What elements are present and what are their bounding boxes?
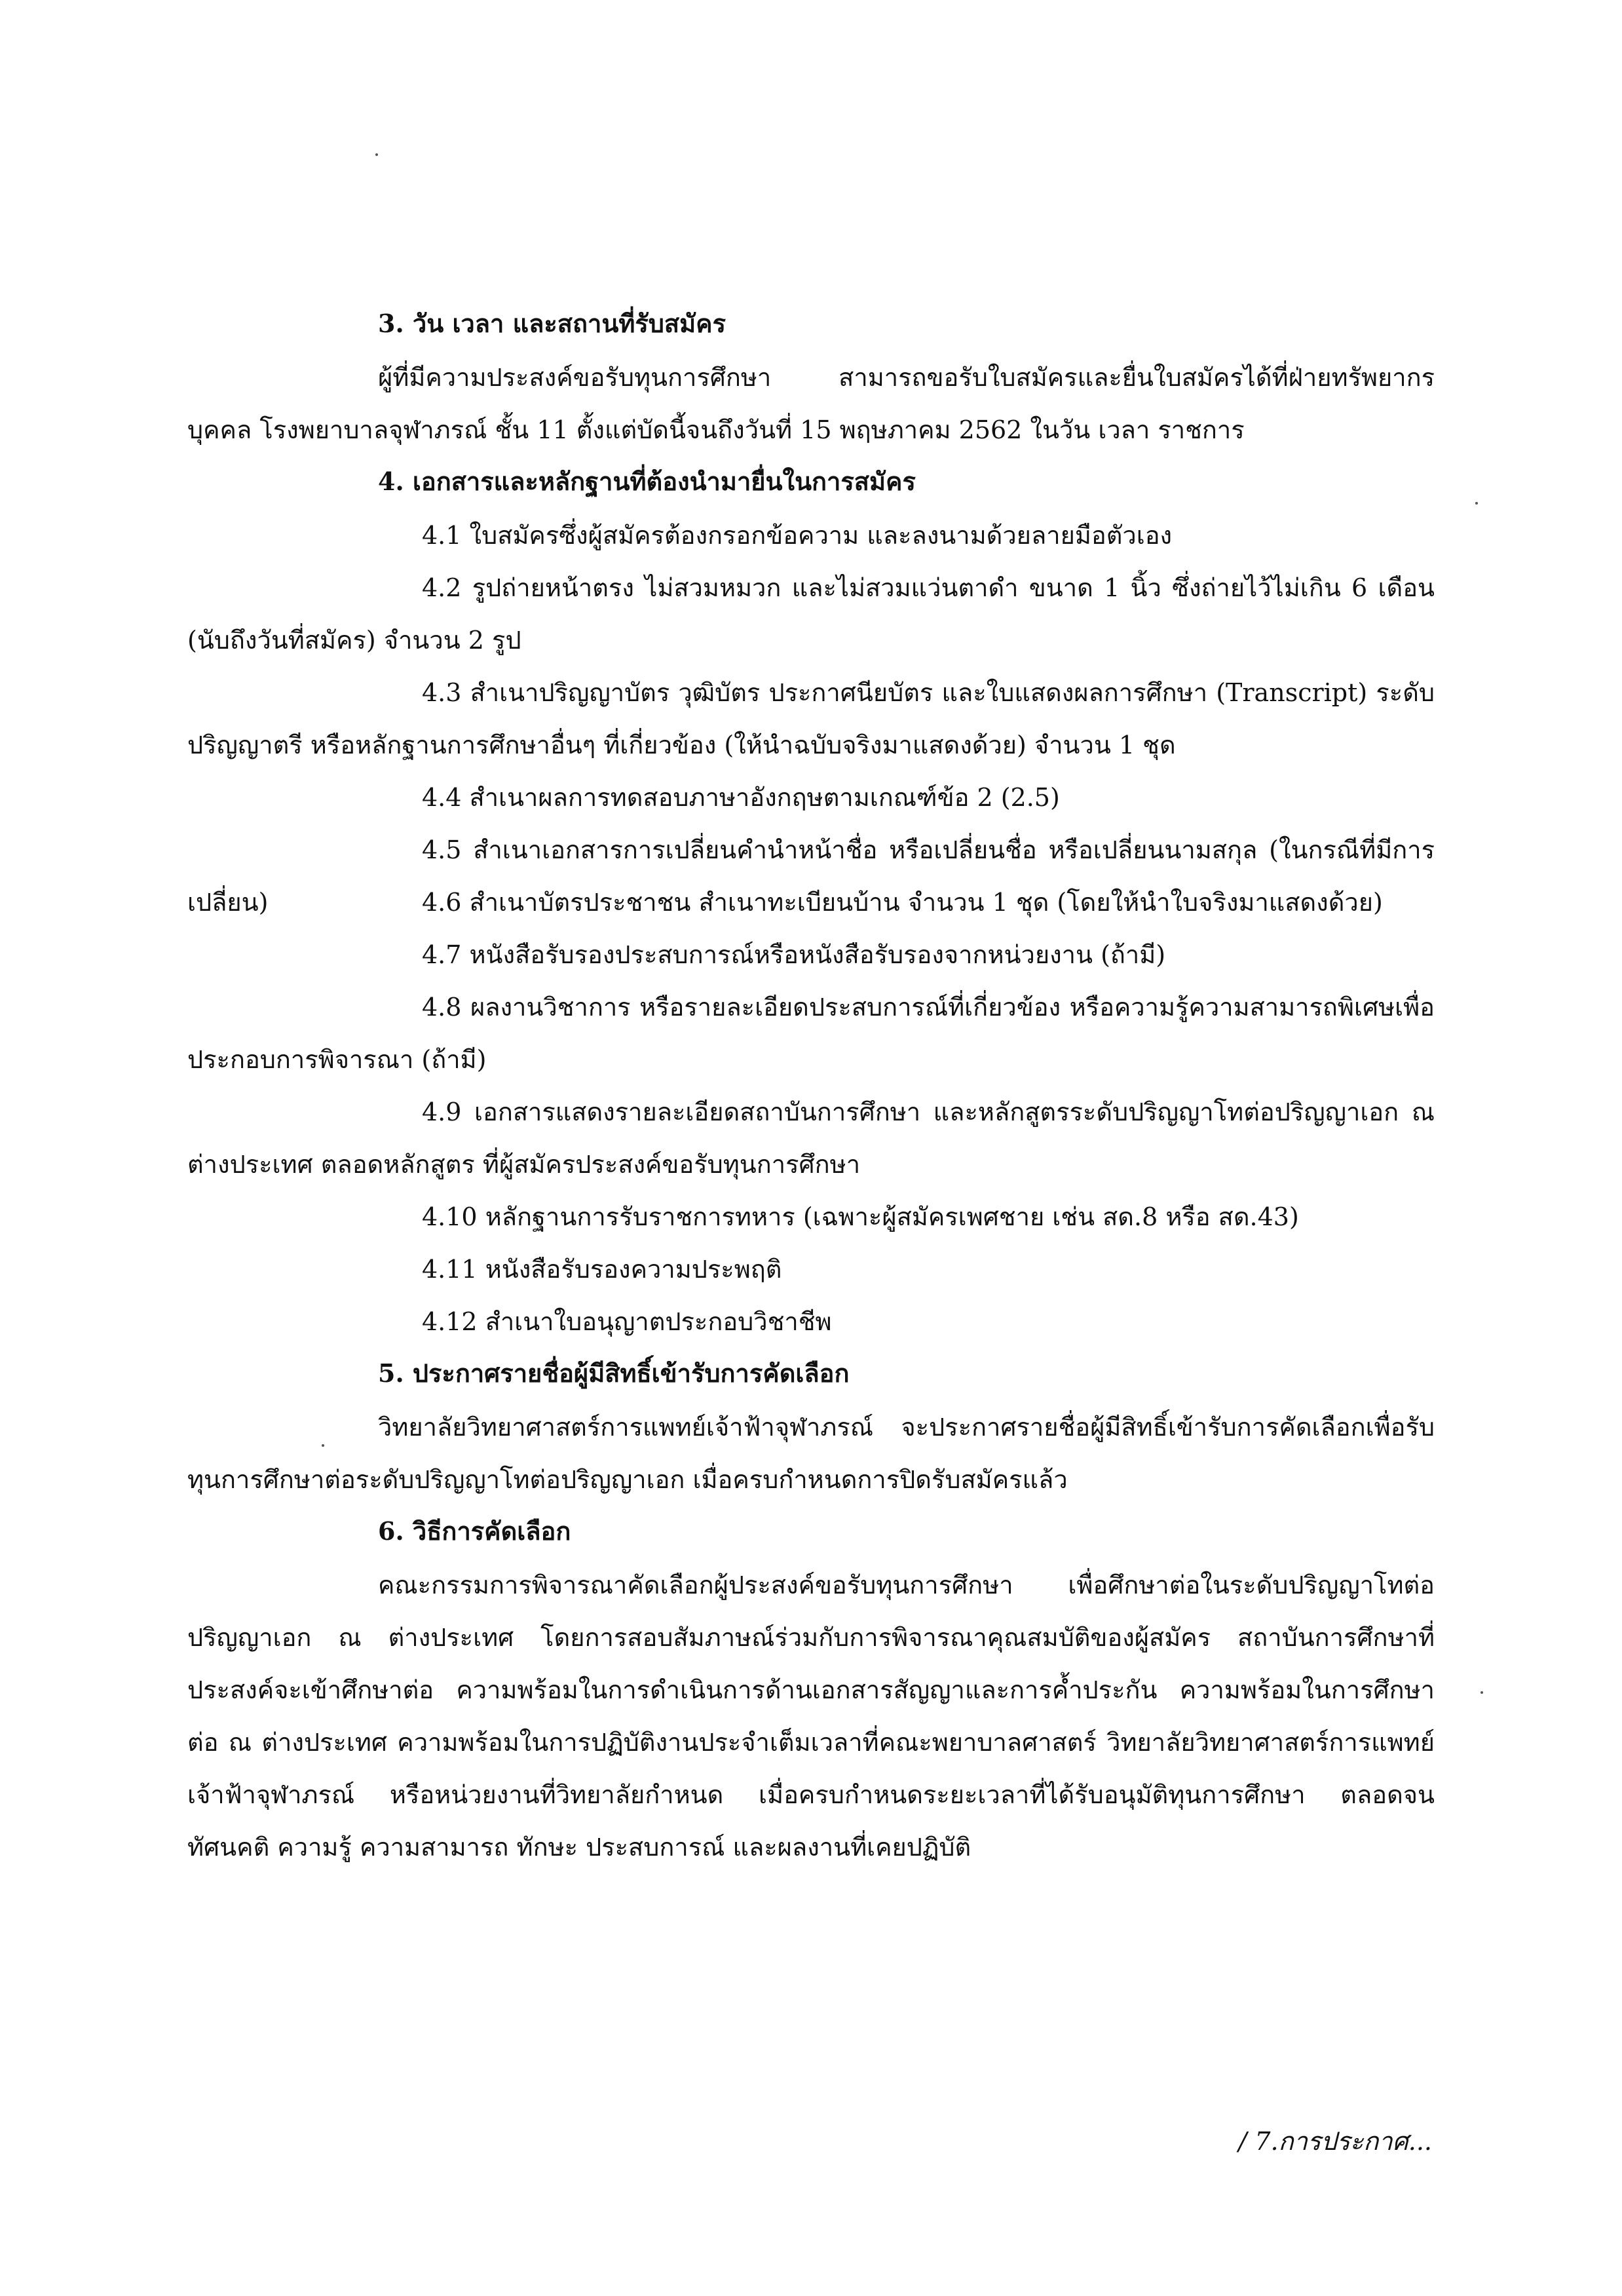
section-5-body: วิทยาลัยวิทยาศาสตร์การแพทย์เจ้าฟ้าจุฬาภรณ์ จะประกาศรายชื่อผู้มีสิทธิ์เข้ารับการคัดเลือกเพื่อรับทุนการศึกษาต่อระดับปริญญาโทต่อปริญญาเอก เมื่อครบกำหนดการปิดรับสมัครแล้ว	[187, 1413, 1435, 1494]
doc-item-4-2: 4.2 รูปถ่ายหน้าตรง ไม่สวมหมวก และไม่สวมแว่นตาดำ ขนาด 1 นิ้ว ซึ่งถ่ายไว้ไม่เกิน 6 เดือน (นับถึงวันที่สมัคร) จำนวน 2 รูป	[187, 573, 1435, 655]
doc-item-4-10: 4.10 หลักฐานการรับราชการทหาร (เฉพาะผู้สมัครเพศชาย เช่น สด.8 หรือ สด.43)	[422, 1202, 1299, 1231]
scan-speck	[375, 153, 378, 156]
doc-item-4-8: 4.8 ผลงานวิชาการ หรือรายละเอียดประสบการณ์ที่เกี่ยวข้อง หรือความรู้ความสามารถพิเศษเพื่อประกอบการพิจารณา (ถ้ามี)	[187, 993, 1435, 1074]
doc-item-4-6: 4.6 สำเนาบัตรประชาชน สำเนาทะเบียนบ้าน จำนวน 1 ชุด (โดยให้นำใบจริงมาแสดงด้วย)	[422, 888, 1383, 917]
section-6-body: คณะกรรมการพิจารณาคัดเลือกผู้ประสงค์ขอรับทุนการศึกษา เพื่อศึกษาต่อในระดับปริญญาโทต่อปริญญาเอก ณ ต่างประเทศ โดยการสอบสัมภาษณ์ร่วมกับการพิจารณาคุณสมบัติของผู้สมัคร สถาบันการศึกษาที่ประสงค์จะเข้าศึกษาต่อ ความพร้อมในการดำเนินการด้านเอกสารสัญญาและการค้ำประกัน ความพร้อมในการศึกษาต่อ ณ ต่างประเทศ ความพร้อมในการปฏิบัติงานประจำเต็มเวลาที่คณะพยาบาลศาสตร์ วิทยาลัยวิทยาศาสตร์การแพทย์เจ้าฟ้าจุฬาภรณ์ หรือหน่วยงานที่วิทยาลัยกำหนด เมื่อครบกำหนดระยะเวลาที่ได้รับอนุมัติทุนการศึกษา ตลอดจน ทัศนคติ ความรู้ ความสามารถ ทักษะ ประสบการณ์ และผลงานที่เคยปฏิบัติ	[187, 1571, 1435, 1862]
doc-item-4-3: 4.3 สำเนาปริญญาบัตร วุฒิบัตร ประกาศนียบัตร และใบแสดงผลการศึกษา (Transcript) ระดับปริญญาตรี หรือหลักฐานการศึกษาอื่นๆ ที่เกี่ยวข้อง (ให้นำฉบับจริงมาแสดงด้วย) จำนวน 1 ชุด	[187, 678, 1435, 759]
scan-speck	[1481, 1691, 1483, 1694]
doc-item-4-9: 4.9 เอกสารแสดงรายละเอียดสถาบันการศึกษา และหลักสูตรระดับปริญญาโทต่อปริญญาเอก ณ ต่างประเทศ ตลอดหลักสูตร ที่ผู้สมัครประสงค์ขอรับทุนการศึกษา	[187, 1098, 1435, 1179]
section-4-heading: 4. เอกสารและหลักฐานที่ต้องนำมายื่นในการสมัคร	[378, 467, 916, 496]
section-5-heading: 5. ประกาศรายชื่อผู้มีสิทธิ์เข้ารับการคัดเลือก	[378, 1358, 850, 1388]
doc-item-4-5: 4.5 สำเนาเอกสารการเปลี่ยนคำนำหน้าชื่อ หรือเปลี่ยนชื่อ หรือเปลี่ยนนามสกุล (ในกรณีที่มีการเปลี่ยน)	[187, 835, 1435, 917]
doc-item-4-11: 4.11 หนังสือรับรองความประพฤติ	[422, 1255, 782, 1284]
doc-item-4-1: 4.1 ใบสมัครซึ่งผู้สมัครต้องกรอกข้อความ และลงนามด้วยลายมือตัวเอง	[422, 521, 1173, 550]
doc-item-4-12: 4.12 สำเนาใบอนุญาตประกอบวิชาชีพ	[422, 1307, 832, 1336]
doc-item-4-4: 4.4 สำเนาผลการทดสอบภาษาอังกฤษตามเกณฑ์ข้อ 2 (2.5)	[422, 783, 1060, 812]
section-6-heading: 6. วิธีการคัดเลือก	[378, 1516, 571, 1546]
section-3-heading: 3. วัน เวลา และสถานที่รับสมัคร	[378, 309, 726, 338]
section-3-body: ผู้ที่มีความประสงค์ขอรับทุนการศึกษา สามารถขอรับใบสมัครและยื่นใบสมัครได้ที่ฝ่ายทรัพยากรบุคคล โรงพยาบาลจุฬาภรณ์ ชั้น 11 ตั้งแต่บัดนี้จนถึงวันที่ 15 พฤษภาคม 2562 ในวัน เวลา ราชการ	[187, 363, 1435, 444]
doc-item-4-7: 4.7 หนังสือรับรองประสบการณ์หรือหนังสือรับรองจากหน่วยงาน (ถ้ามี)	[422, 940, 1166, 969]
continued-next-page: / 7.การประกาศ...	[1238, 2127, 1432, 2156]
scan-speck	[1475, 502, 1478, 505]
